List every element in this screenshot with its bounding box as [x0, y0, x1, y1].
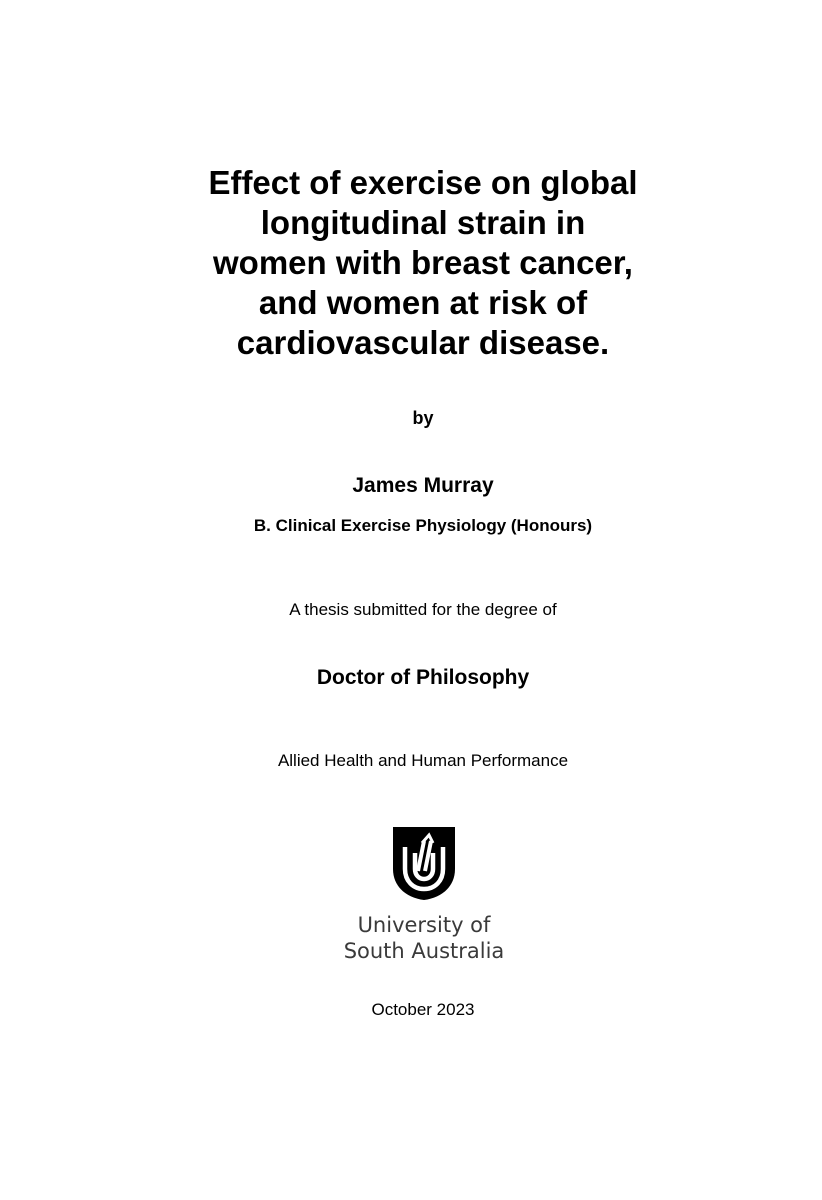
submission-statement: A thesis submitted for the degree of: [289, 600, 557, 619]
university-name-line: University of: [357, 913, 491, 937]
thesis-title: [0, 163, 822, 363]
degree-name: Doctor of Philosophy: [316, 666, 530, 689]
title-line: Effect of exercise on global: [208, 164, 638, 201]
author-name: James Murray: [352, 474, 494, 497]
unisa-shield-icon: [393, 827, 455, 900]
university-name: [336, 912, 512, 964]
department-name: Allied Health and Human Performance: [277, 751, 569, 770]
university-logo: [336, 827, 512, 967]
title-line: cardiovascular disease.: [236, 324, 610, 361]
by-label: by: [412, 408, 434, 428]
submission-date: October 2023: [371, 1000, 475, 1019]
title-line: and women at risk of: [258, 284, 588, 321]
university-name-line: South Australia: [343, 939, 505, 963]
prior-degree: B. Clinical Exercise Physiology (Honours): [253, 516, 593, 535]
title-line: women with breast cancer,: [213, 244, 633, 281]
title-line: longitudinal strain in: [260, 204, 586, 241]
